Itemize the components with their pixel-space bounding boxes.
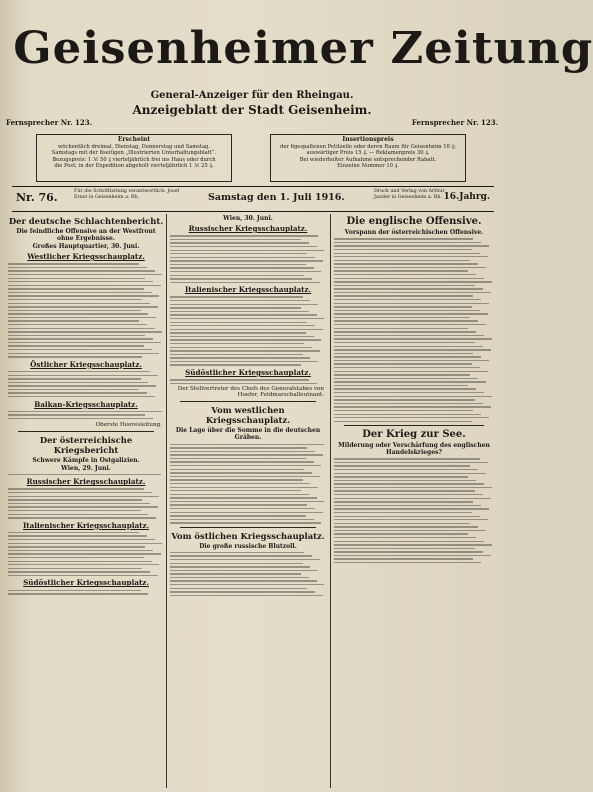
text-line bbox=[170, 580, 317, 581]
text-line bbox=[334, 245, 489, 246]
text-line bbox=[170, 296, 303, 297]
article-heading: Die englische Offensive. bbox=[346, 216, 482, 227]
text-line bbox=[334, 533, 468, 534]
text-line bbox=[334, 288, 483, 289]
text-line bbox=[334, 483, 484, 484]
text-line bbox=[334, 541, 484, 542]
text-line bbox=[170, 555, 312, 556]
text-line bbox=[170, 444, 324, 445]
text-line bbox=[170, 242, 309, 243]
text-line bbox=[334, 367, 480, 368]
text-line bbox=[170, 307, 301, 308]
text-line bbox=[170, 239, 301, 240]
text-line bbox=[334, 328, 468, 329]
divider bbox=[18, 431, 154, 432]
text-line bbox=[334, 371, 488, 372]
text-line bbox=[334, 523, 470, 524]
text-block bbox=[8, 263, 164, 357]
text-line bbox=[8, 557, 144, 558]
text-line bbox=[334, 338, 492, 339]
text-line bbox=[170, 336, 314, 337]
text-line bbox=[334, 501, 473, 502]
text-line bbox=[170, 476, 320, 477]
text-line bbox=[8, 593, 148, 594]
column-rule bbox=[166, 214, 167, 788]
text-line bbox=[8, 385, 156, 386]
text-line bbox=[8, 568, 142, 569]
text-line bbox=[170, 311, 309, 312]
text-line bbox=[334, 363, 472, 364]
text-line bbox=[8, 418, 153, 419]
article-heading: Vom östlichen Kriegsschauplatz. bbox=[171, 530, 325, 541]
text-line bbox=[170, 519, 314, 520]
text-line bbox=[334, 342, 475, 343]
text-line bbox=[170, 515, 306, 516]
dateline: Wien, 30. Juni. bbox=[223, 215, 273, 222]
text-line bbox=[334, 249, 472, 250]
text-line bbox=[334, 263, 478, 264]
publisher-note: Druck und Verlag von Arthur Jander in Geisenheim a. Rh. bbox=[374, 189, 445, 200]
text-line bbox=[170, 501, 324, 502]
text-line bbox=[8, 514, 148, 515]
text-line bbox=[8, 389, 139, 390]
column-left bbox=[8, 214, 164, 788]
text-line bbox=[8, 349, 152, 350]
text-line bbox=[8, 281, 153, 282]
text-line bbox=[334, 317, 470, 318]
text-line bbox=[334, 458, 480, 459]
text-line bbox=[8, 561, 152, 562]
text-line bbox=[8, 263, 139, 264]
text-line bbox=[170, 483, 310, 484]
text-line bbox=[170, 469, 304, 470]
text-line bbox=[170, 282, 320, 283]
text-line bbox=[334, 346, 483, 347]
subscription-line: die Post; in der Expedition abgeholt vierteljährlich 1 ℳ 25 ₰. bbox=[54, 163, 214, 170]
divider bbox=[180, 527, 316, 528]
text-line bbox=[334, 396, 492, 397]
text-line bbox=[170, 339, 321, 340]
text-line bbox=[170, 300, 310, 301]
text-line bbox=[8, 299, 142, 300]
masthead bbox=[13, 14, 593, 84]
text-line bbox=[334, 388, 476, 389]
text-line bbox=[334, 349, 491, 350]
text-line bbox=[170, 379, 309, 380]
text-line bbox=[8, 396, 155, 397]
text-line bbox=[8, 278, 145, 279]
text-line bbox=[8, 499, 142, 500]
text-line bbox=[170, 504, 307, 505]
text-line bbox=[8, 506, 158, 507]
text-line bbox=[8, 342, 161, 343]
text-line bbox=[170, 447, 307, 448]
text-line bbox=[334, 519, 488, 520]
article-heading: Der österreichische Kriegsbericht bbox=[39, 434, 133, 455]
text-line bbox=[8, 474, 161, 475]
text-line bbox=[170, 343, 304, 344]
text-line bbox=[8, 378, 141, 379]
text-line bbox=[8, 488, 144, 489]
subscription-line: Samstags mit der 8seitigen „Illustrierten Unterhaltungsblatt“. bbox=[51, 150, 217, 157]
text-line bbox=[8, 392, 147, 393]
text-line bbox=[334, 320, 478, 321]
text-line bbox=[8, 288, 144, 289]
section-heading: Italienischer Kriegsschauplatz. bbox=[184, 285, 312, 295]
text-line bbox=[8, 267, 147, 268]
text-line bbox=[334, 403, 483, 404]
text-line bbox=[334, 494, 483, 495]
text-line bbox=[334, 487, 492, 488]
article-subheading: Die Lage über die Somme in die deutschen Gräben. bbox=[175, 427, 321, 442]
text-line bbox=[334, 331, 476, 332]
text-line bbox=[170, 577, 309, 578]
text-line bbox=[334, 306, 472, 307]
text-line bbox=[8, 313, 148, 314]
text-line bbox=[8, 543, 162, 544]
text-line bbox=[8, 303, 150, 304]
text-line bbox=[334, 512, 472, 513]
text-line bbox=[170, 570, 318, 571]
text-line bbox=[8, 274, 162, 275]
text-line bbox=[170, 364, 301, 365]
issue-info-bar bbox=[12, 186, 494, 212]
text-line bbox=[170, 465, 321, 466]
text-line bbox=[170, 329, 323, 330]
text-line bbox=[8, 571, 150, 572]
text-line bbox=[170, 522, 321, 523]
text-block bbox=[334, 238, 494, 422]
section-heading: Südöstlicher Kriegsschauplatz. bbox=[185, 368, 311, 378]
text-line bbox=[170, 246, 317, 247]
text-line bbox=[334, 353, 473, 354]
subtitle-anzeigeblatt: Anzeigeblatt der Stadt Geisenheim. bbox=[132, 103, 372, 117]
text-block bbox=[8, 371, 164, 397]
text-line bbox=[170, 566, 310, 567]
text-line bbox=[8, 550, 153, 551]
text-line bbox=[170, 250, 324, 251]
text-block bbox=[170, 296, 326, 365]
text-line bbox=[8, 375, 158, 376]
text-line bbox=[8, 292, 152, 293]
text-line bbox=[334, 295, 473, 296]
article-subheading: Die große russische Blutzoll. bbox=[199, 542, 297, 550]
text-line bbox=[170, 357, 310, 358]
text-line bbox=[334, 473, 486, 474]
text-line bbox=[334, 274, 476, 275]
subscription-line: Bezugspreis: 1 ℳ 50 ₰ vierteljährlich frei ins Haus oder durch bbox=[52, 156, 216, 163]
text-block bbox=[8, 532, 164, 576]
volume-year: 16.Jahrg. bbox=[443, 192, 490, 202]
text-line bbox=[334, 498, 491, 499]
text-line bbox=[334, 299, 481, 300]
text-line bbox=[8, 310, 141, 311]
text-line bbox=[8, 353, 159, 354]
text-line bbox=[170, 552, 304, 553]
text-block bbox=[334, 458, 494, 563]
editor-note: Für die Schriftleitung verantwortlich: Josef Ernst in Geisenheim a. Rh. bbox=[74, 189, 180, 200]
text-line bbox=[170, 591, 315, 592]
text-line bbox=[334, 490, 475, 491]
text-line bbox=[8, 535, 147, 536]
text-line bbox=[170, 383, 317, 384]
text-line bbox=[334, 374, 470, 375]
text-block bbox=[170, 552, 326, 596]
section-heading: Südöstlicher Kriegsschauplatz. bbox=[23, 578, 149, 588]
text-line bbox=[8, 317, 156, 318]
text-line bbox=[170, 451, 315, 452]
text-line bbox=[334, 356, 481, 357]
issue-date: Samstag den 1. Juli 1916. bbox=[208, 192, 345, 203]
text-line bbox=[170, 267, 314, 268]
text-line bbox=[334, 562, 481, 563]
text-line bbox=[334, 285, 475, 286]
advertising-line: auswärtiger Preis 15 ₰. — Reklamenpreis 30 ₰. bbox=[306, 150, 430, 157]
text-line bbox=[334, 462, 488, 463]
text-line bbox=[8, 492, 152, 493]
text-line bbox=[8, 411, 162, 412]
text-line bbox=[170, 512, 323, 513]
text-line bbox=[8, 414, 145, 415]
text-line bbox=[170, 559, 320, 560]
text-line bbox=[170, 264, 306, 265]
text-line bbox=[334, 310, 480, 311]
text-line bbox=[8, 270, 155, 271]
article-subheading: Milderung oder Verschärfung des englischen Handelskrieges? bbox=[338, 442, 490, 457]
text-line bbox=[170, 490, 301, 491]
text-line bbox=[8, 539, 155, 540]
text-line bbox=[334, 238, 473, 239]
text-line bbox=[334, 292, 491, 293]
text-line bbox=[334, 548, 475, 549]
text-line bbox=[170, 573, 301, 574]
text-line bbox=[334, 267, 486, 268]
text-line bbox=[334, 399, 475, 400]
article-subheading: Schwere Kämpfe in Ostgalizien. bbox=[32, 456, 140, 464]
text-block bbox=[170, 444, 326, 524]
article-subheading: Die feindliche Offensive an der Westfront ohne Ergebnisse. bbox=[16, 228, 156, 242]
column-rule bbox=[330, 214, 331, 788]
text-line bbox=[8, 553, 161, 554]
text-line bbox=[170, 479, 303, 480]
text-line bbox=[170, 271, 321, 272]
text-line bbox=[170, 584, 324, 585]
text-line bbox=[8, 496, 159, 497]
text-block bbox=[8, 488, 164, 518]
text-line bbox=[334, 469, 478, 470]
text-line bbox=[334, 378, 478, 379]
advertising-box bbox=[270, 134, 466, 182]
text-line bbox=[170, 314, 317, 315]
text-line bbox=[334, 324, 486, 325]
text-block bbox=[8, 411, 164, 420]
text-line bbox=[334, 278, 484, 279]
section-heading: Östlicher Kriegsschauplatz. bbox=[30, 359, 142, 369]
text-line bbox=[334, 360, 489, 361]
text-line bbox=[8, 517, 156, 518]
text-line bbox=[8, 564, 159, 565]
text-line bbox=[170, 304, 318, 305]
phone-right: Fernsprecher Nr. 123. bbox=[411, 118, 498, 127]
text-line bbox=[334, 544, 492, 545]
text-line bbox=[8, 338, 153, 339]
subscription-line: wöchentlich dreimal, Dienstag, Donnerstag und Samstag. bbox=[57, 143, 211, 150]
text-line bbox=[334, 526, 478, 527]
article-heading: Vom westlichen Kriegsschauplatz. bbox=[205, 405, 291, 426]
text-line bbox=[170, 472, 312, 473]
text-line bbox=[334, 476, 468, 477]
text-line bbox=[170, 354, 303, 355]
text-line bbox=[334, 392, 484, 393]
text-line bbox=[334, 313, 488, 314]
text-line bbox=[170, 257, 315, 258]
text-line bbox=[334, 253, 480, 254]
text-line bbox=[8, 328, 155, 329]
text-line bbox=[8, 382, 148, 383]
text-line bbox=[334, 516, 480, 517]
text-line bbox=[334, 414, 481, 415]
text-line bbox=[170, 260, 323, 261]
text-line bbox=[334, 555, 491, 556]
issue-number: Nr. 76. bbox=[16, 191, 58, 204]
subscription-box bbox=[36, 134, 232, 182]
subscription-heading: Erscheint bbox=[117, 136, 151, 143]
section-heading: Italienischer Kriegsschauplatz. bbox=[22, 520, 150, 530]
text-line bbox=[8, 371, 150, 372]
text-line bbox=[8, 285, 161, 286]
text-line bbox=[334, 270, 468, 271]
article-heading: Der Krieg zur See. bbox=[362, 429, 466, 441]
text-line bbox=[8, 320, 139, 321]
divider bbox=[344, 425, 484, 426]
text-line bbox=[8, 295, 159, 296]
text-line bbox=[334, 537, 476, 538]
column-middle bbox=[170, 214, 326, 788]
text-block bbox=[170, 235, 326, 283]
text-line bbox=[334, 558, 473, 559]
signature: Der Stellvertreter des Chefs des Generalstabes von Hoefer, Feldmarschalleutnant. bbox=[177, 386, 324, 399]
text-line bbox=[334, 465, 470, 466]
text-line bbox=[334, 385, 468, 386]
section-heading: Russischer Kriegsschauplatz. bbox=[188, 224, 308, 233]
signature: Oberste Heeresleitung. bbox=[95, 421, 162, 428]
text-line bbox=[334, 260, 470, 261]
text-line bbox=[334, 551, 483, 552]
text-line bbox=[8, 356, 142, 357]
dateline: Großes Hauptquartier, 30. Juni. bbox=[32, 243, 140, 250]
text-line bbox=[334, 505, 481, 506]
text-line bbox=[334, 335, 484, 336]
article-heading: Der deutsche Schlachtenbericht. bbox=[8, 216, 164, 226]
text-line bbox=[8, 345, 144, 346]
text-line bbox=[170, 588, 307, 589]
section-heading: Balkan-Kriegsschauplatz. bbox=[34, 399, 138, 409]
text-line bbox=[334, 480, 476, 481]
text-line bbox=[334, 508, 489, 509]
text-line bbox=[170, 253, 307, 254]
text-line bbox=[8, 590, 141, 591]
text-line bbox=[170, 235, 318, 236]
text-line bbox=[170, 361, 318, 362]
section-heading: Russischer Kriegsschauplatz. bbox=[26, 477, 146, 487]
text-line bbox=[334, 281, 492, 282]
text-line bbox=[8, 510, 141, 511]
text-line bbox=[334, 406, 491, 407]
text-line bbox=[8, 532, 139, 533]
text-line bbox=[170, 458, 306, 459]
text-line bbox=[334, 421, 472, 422]
advertising-line: Bei wiederholter Aufnahme entsprechender Rabatt. bbox=[299, 156, 437, 163]
text-line bbox=[170, 595, 323, 596]
article-subheading: Vorspann der österreichischen Offensive. bbox=[344, 229, 484, 236]
text-line bbox=[170, 461, 314, 462]
phone-left: Fernsprecher Nr. 123. bbox=[6, 118, 93, 127]
text-line bbox=[170, 497, 317, 498]
advertising-line: Einzelne Nummer 10 ₰. bbox=[337, 163, 399, 170]
text-line bbox=[8, 503, 150, 504]
dateline: Wien, 29. Juni. bbox=[61, 464, 111, 472]
text-line bbox=[334, 381, 486, 382]
text-line bbox=[170, 508, 315, 509]
text-line bbox=[170, 487, 318, 488]
text-line bbox=[170, 494, 309, 495]
text-line bbox=[8, 335, 145, 336]
text-line bbox=[170, 278, 312, 279]
text-line bbox=[334, 256, 488, 257]
text-line bbox=[170, 454, 323, 455]
text-line bbox=[334, 303, 489, 304]
text-line bbox=[8, 331, 162, 332]
text-line bbox=[170, 350, 320, 351]
advertising-line: der 6gespaltenen Petitzeile oder deren Raum für Geisenheim 10 ₰; bbox=[280, 143, 456, 150]
section-heading: Westlicher Kriegsschauplatz. bbox=[27, 252, 145, 261]
newspaper-title: Geisenheimer Zeitung bbox=[13, 23, 593, 74]
text-line bbox=[8, 306, 158, 307]
subtitle-general-anzeiger: General-Anzeiger für den Rheingau. bbox=[150, 90, 354, 101]
text-line bbox=[170, 563, 303, 564]
text-line bbox=[334, 530, 486, 531]
text-line bbox=[8, 575, 158, 576]
text-line bbox=[170, 325, 315, 326]
text-line bbox=[170, 318, 324, 319]
column-right bbox=[334, 214, 494, 788]
text-line bbox=[170, 322, 307, 323]
text-line bbox=[170, 332, 306, 333]
text-line bbox=[170, 275, 304, 276]
text-line bbox=[170, 347, 312, 348]
advertising-heading: Insertionspreis bbox=[342, 136, 394, 143]
divider bbox=[180, 401, 316, 402]
text-line bbox=[334, 242, 481, 243]
text-line bbox=[334, 410, 473, 411]
text-line bbox=[8, 324, 147, 325]
text-line bbox=[334, 417, 489, 418]
text-line bbox=[8, 546, 145, 547]
